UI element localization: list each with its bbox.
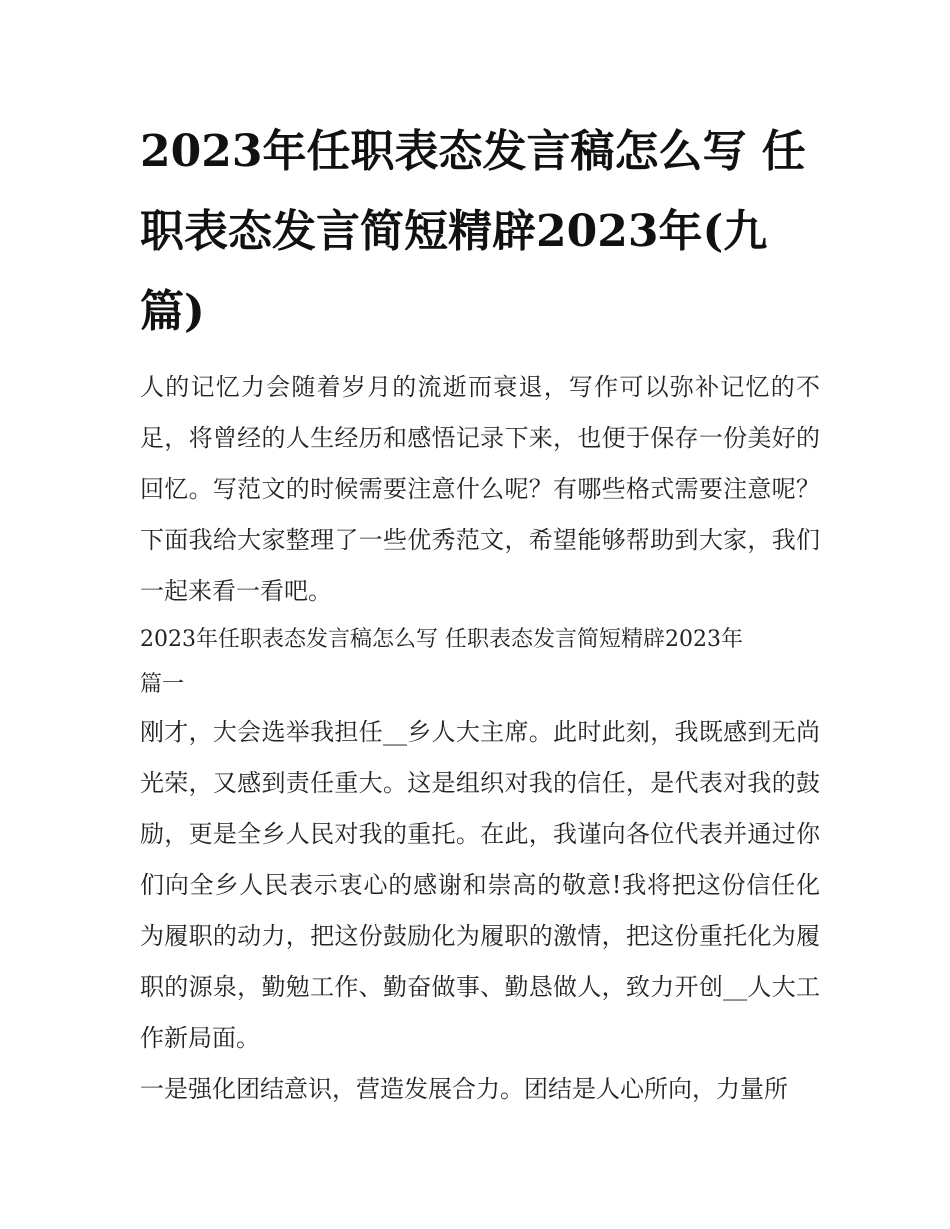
section-heading: 2023年任职表态发言稿怎么写 任职表态发言简短精辟2023年 [140, 627, 743, 652]
document-title: 2023年任职表态发言稿怎么写 任职表态发言简短精辟2023年(九篇) [140, 126, 806, 337]
section-heading-block [140, 617, 820, 707]
body-paragraph-2: 一是强化团结意识，营造发展合力。团结是人心所向，力量所 [140, 1075, 788, 1103]
section-label: 篇一 [140, 672, 185, 697]
body-paragraph-1: 刚才，大会选举我担任__乡人大主席。此时此刻，我既感到无尚光荣，又感到责任重大。这是组织对我的信任，是代表对我的鼓励，更是全乡人民对我的重托。在此，我谨向各位代表并通过你们向全乡人民表示衷心的感谢和崇高的敬意!我将把这份信任化为履职的动力，把这份鼓励化为履职的激情，把这份重托化为履职的源泉，勤勉工作、勤奋做事、勤恳做人，致力开创__人大工作新局面。 [140, 718, 820, 1052]
intro-paragraph: 人的记忆力会随着岁月的流逝而衰退，写作可以弥补记忆的不足，将曾经的人生经历和感悟记录下来，也便于保存一份美好的回忆。写范文的时候需要注意什么呢？有哪些格式需要注意呢？下面我给大家整理了一些优秀范文，希望能够帮助到大家，我们一起来看一看吧。 [140, 373, 820, 605]
document-content [140, 112, 820, 1115]
